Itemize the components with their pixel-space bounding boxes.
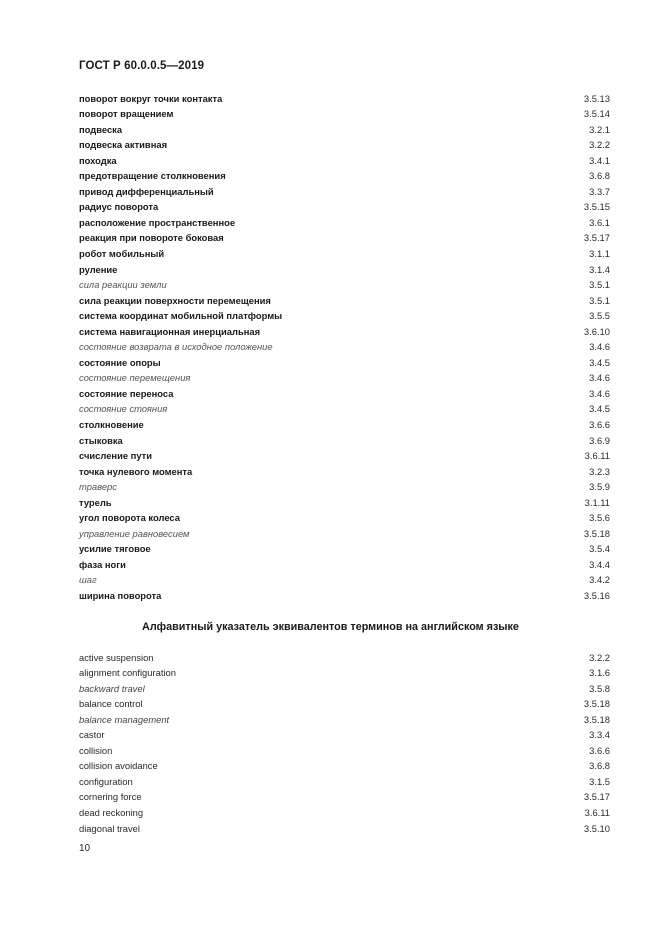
index-term: состояние переноса xyxy=(79,387,174,399)
index-term: походка xyxy=(79,154,117,166)
index-term: турель xyxy=(79,496,112,508)
index-reference: 3.6.11 xyxy=(584,806,610,818)
index-entry xyxy=(79,137,610,153)
index-term: привод дифференциальный xyxy=(79,185,214,197)
index-reference: 3.5.18 xyxy=(583,527,610,539)
index-reference: 3.4.6 xyxy=(589,341,610,353)
index-reference: 3.3.4 xyxy=(589,729,610,741)
index-entry xyxy=(79,743,610,759)
index-reference: 3.4.5 xyxy=(589,403,610,415)
index-term: столкновение xyxy=(79,418,144,430)
index-term: предотвращение столкновения xyxy=(79,170,226,182)
index-entry xyxy=(79,355,610,371)
index-entry xyxy=(79,262,610,278)
index-reference: 3.5.10 xyxy=(583,822,610,834)
index-reference: 3.4.6 xyxy=(589,387,610,399)
index-entry xyxy=(79,91,610,107)
index-reference: 3.5.17 xyxy=(583,232,610,244)
index-reference: 3.2.1 xyxy=(589,123,610,135)
index-reference: 3.6.9 xyxy=(589,434,610,446)
index-entry xyxy=(79,821,610,837)
index-term: cornering force xyxy=(79,791,142,803)
index-entry xyxy=(79,168,610,184)
russian-term-index xyxy=(79,91,610,604)
index-reference: 3.4.2 xyxy=(589,574,610,586)
index-entry xyxy=(79,153,610,169)
index-term: угол поворота колеса xyxy=(79,512,180,524)
index-entry xyxy=(79,433,610,449)
index-term: alignment configuration xyxy=(79,667,176,679)
index-entry xyxy=(79,324,610,340)
index-entry xyxy=(79,122,610,138)
index-reference: 3.4.6 xyxy=(589,372,610,384)
index-entry xyxy=(79,370,610,386)
index-term: collision xyxy=(79,744,113,756)
index-reference: 3.5.17 xyxy=(583,791,610,803)
index-term: configuration xyxy=(79,775,133,787)
index-entry xyxy=(79,215,610,231)
index-reference: 3.5.8 xyxy=(589,682,610,694)
index-term: backward travel xyxy=(79,682,145,694)
index-entry xyxy=(79,681,610,697)
index-reference: 3.6.6 xyxy=(589,418,610,430)
index-reference: 3.2.3 xyxy=(589,465,610,477)
index-reference: 3.1.4 xyxy=(589,263,610,275)
index-reference: 3.1.11 xyxy=(584,496,610,508)
index-term: подвеска xyxy=(79,123,123,135)
index-reference: 3.5.14 xyxy=(583,108,610,120)
index-entry xyxy=(79,541,610,557)
page-number: 10 xyxy=(79,843,91,854)
index-term: состояние перемещения xyxy=(79,372,191,384)
index-term: реакция при повороте боковая xyxy=(79,232,224,244)
index-term: система координат мобильной платформы xyxy=(79,310,283,322)
index-reference: 3.1.5 xyxy=(589,775,610,787)
index-entry xyxy=(79,246,610,262)
index-entry xyxy=(79,293,610,309)
index-term: поворот вращением xyxy=(79,108,174,120)
index-term: diagonal travel xyxy=(79,822,140,834)
index-entry xyxy=(79,665,610,681)
index-reference: 3.5.16 xyxy=(583,590,610,601)
index-term: состояние опоры xyxy=(79,356,161,368)
index-entry xyxy=(79,448,610,464)
index-term: руление xyxy=(79,263,118,275)
index-reference: 3.5.6 xyxy=(589,512,610,524)
index-term: castor xyxy=(79,729,105,741)
index-reference: 3.6.11 xyxy=(584,450,610,462)
index-term: точка нулевого момента xyxy=(79,465,193,477)
index-reference: 3.4.4 xyxy=(589,558,610,570)
index-entry xyxy=(79,588,610,604)
index-reference: 3.2.2 xyxy=(589,651,610,663)
index-entry xyxy=(79,386,610,402)
index-reference: 3.5.18 xyxy=(583,698,610,710)
index-reference: 3.5.1 xyxy=(589,279,610,291)
index-term: collision avoidance xyxy=(79,760,158,772)
english-term-index xyxy=(79,650,610,837)
index-reference: 3.5.4 xyxy=(589,543,610,555)
index-entry xyxy=(79,712,610,728)
index-term: balance control xyxy=(79,698,143,710)
index-entry xyxy=(79,758,610,774)
index-term: фаза ноги xyxy=(79,558,126,570)
index-reference: 3.6.8 xyxy=(589,170,610,182)
index-term: подвеска активная xyxy=(79,139,168,151)
index-entry xyxy=(79,401,610,417)
index-term: active suspension xyxy=(79,651,154,663)
index-entry xyxy=(79,495,610,511)
index-entry xyxy=(79,526,610,542)
index-entry xyxy=(79,510,610,526)
index-term: траверс xyxy=(79,481,117,493)
index-reference: 3.5.13 xyxy=(583,92,610,104)
index-term: расположение пространственное xyxy=(79,216,236,228)
index-term: шаг xyxy=(79,574,97,586)
index-reference: 3.5.18 xyxy=(583,713,610,725)
index-reference: 3.4.5 xyxy=(589,356,610,368)
index-entry xyxy=(79,184,610,200)
index-entry xyxy=(79,464,610,480)
index-reference: 3.6.6 xyxy=(589,744,610,756)
index-entry xyxy=(79,230,610,246)
index-reference: 3.6.8 xyxy=(589,760,610,772)
index-term: робот мобильный xyxy=(79,247,165,259)
index-reference: 3.5.15 xyxy=(583,201,610,213)
index-reference: 3.1.1 xyxy=(589,247,610,259)
index-entry xyxy=(79,727,610,743)
index-term: счисление пути xyxy=(79,450,153,462)
index-reference: 3.3.7 xyxy=(589,185,610,197)
english-index-title: Алфавитный указатель эквивалентов терминов на английском языке xyxy=(142,621,519,633)
index-term: стыковка xyxy=(79,434,123,446)
index-entry xyxy=(79,557,610,573)
index-reference: 3.5.1 xyxy=(589,294,610,306)
index-reference: 3.4.1 xyxy=(589,154,610,166)
index-term: состояние стояния xyxy=(79,403,168,415)
index-entry xyxy=(79,106,610,122)
index-term: усилие тяговое xyxy=(79,543,151,555)
index-entry xyxy=(79,479,610,495)
index-entry xyxy=(79,696,610,712)
index-term: сила реакции земли xyxy=(79,279,167,291)
index-reference: 3.5.9 xyxy=(589,481,610,493)
index-entry xyxy=(79,650,610,666)
index-term: радиус поворота xyxy=(79,201,159,213)
index-entry xyxy=(79,308,610,324)
index-term: сила реакции поверхности перемещения xyxy=(79,294,271,306)
index-term: состояние возврата в исходное положение xyxy=(79,341,273,353)
index-entry xyxy=(79,572,610,588)
index-entry xyxy=(79,805,610,821)
index-term: ширина поворота xyxy=(79,590,162,601)
index-entry xyxy=(79,277,610,293)
index-entry xyxy=(79,339,610,355)
index-entry xyxy=(79,774,610,790)
index-term: balance management xyxy=(79,713,170,725)
index-term: поворот вокруг точки контакта xyxy=(79,92,223,104)
index-term: dead reckoning xyxy=(79,806,144,818)
index-entry xyxy=(79,417,610,433)
index-reference: 3.1.6 xyxy=(589,667,610,679)
index-term: система навигационная инерциальная xyxy=(79,325,261,337)
index-reference: 3.2.2 xyxy=(589,139,610,151)
index-reference: 3.5.5 xyxy=(589,310,610,322)
index-term: управление равновесием xyxy=(79,527,190,539)
index-entry xyxy=(79,789,610,805)
index-reference: 3.6.10 xyxy=(583,325,610,337)
index-reference: 3.6.1 xyxy=(589,216,610,228)
document-code-header: ГОСТ Р 60.0.0.5—2019 xyxy=(79,60,205,72)
index-entry xyxy=(79,199,610,215)
